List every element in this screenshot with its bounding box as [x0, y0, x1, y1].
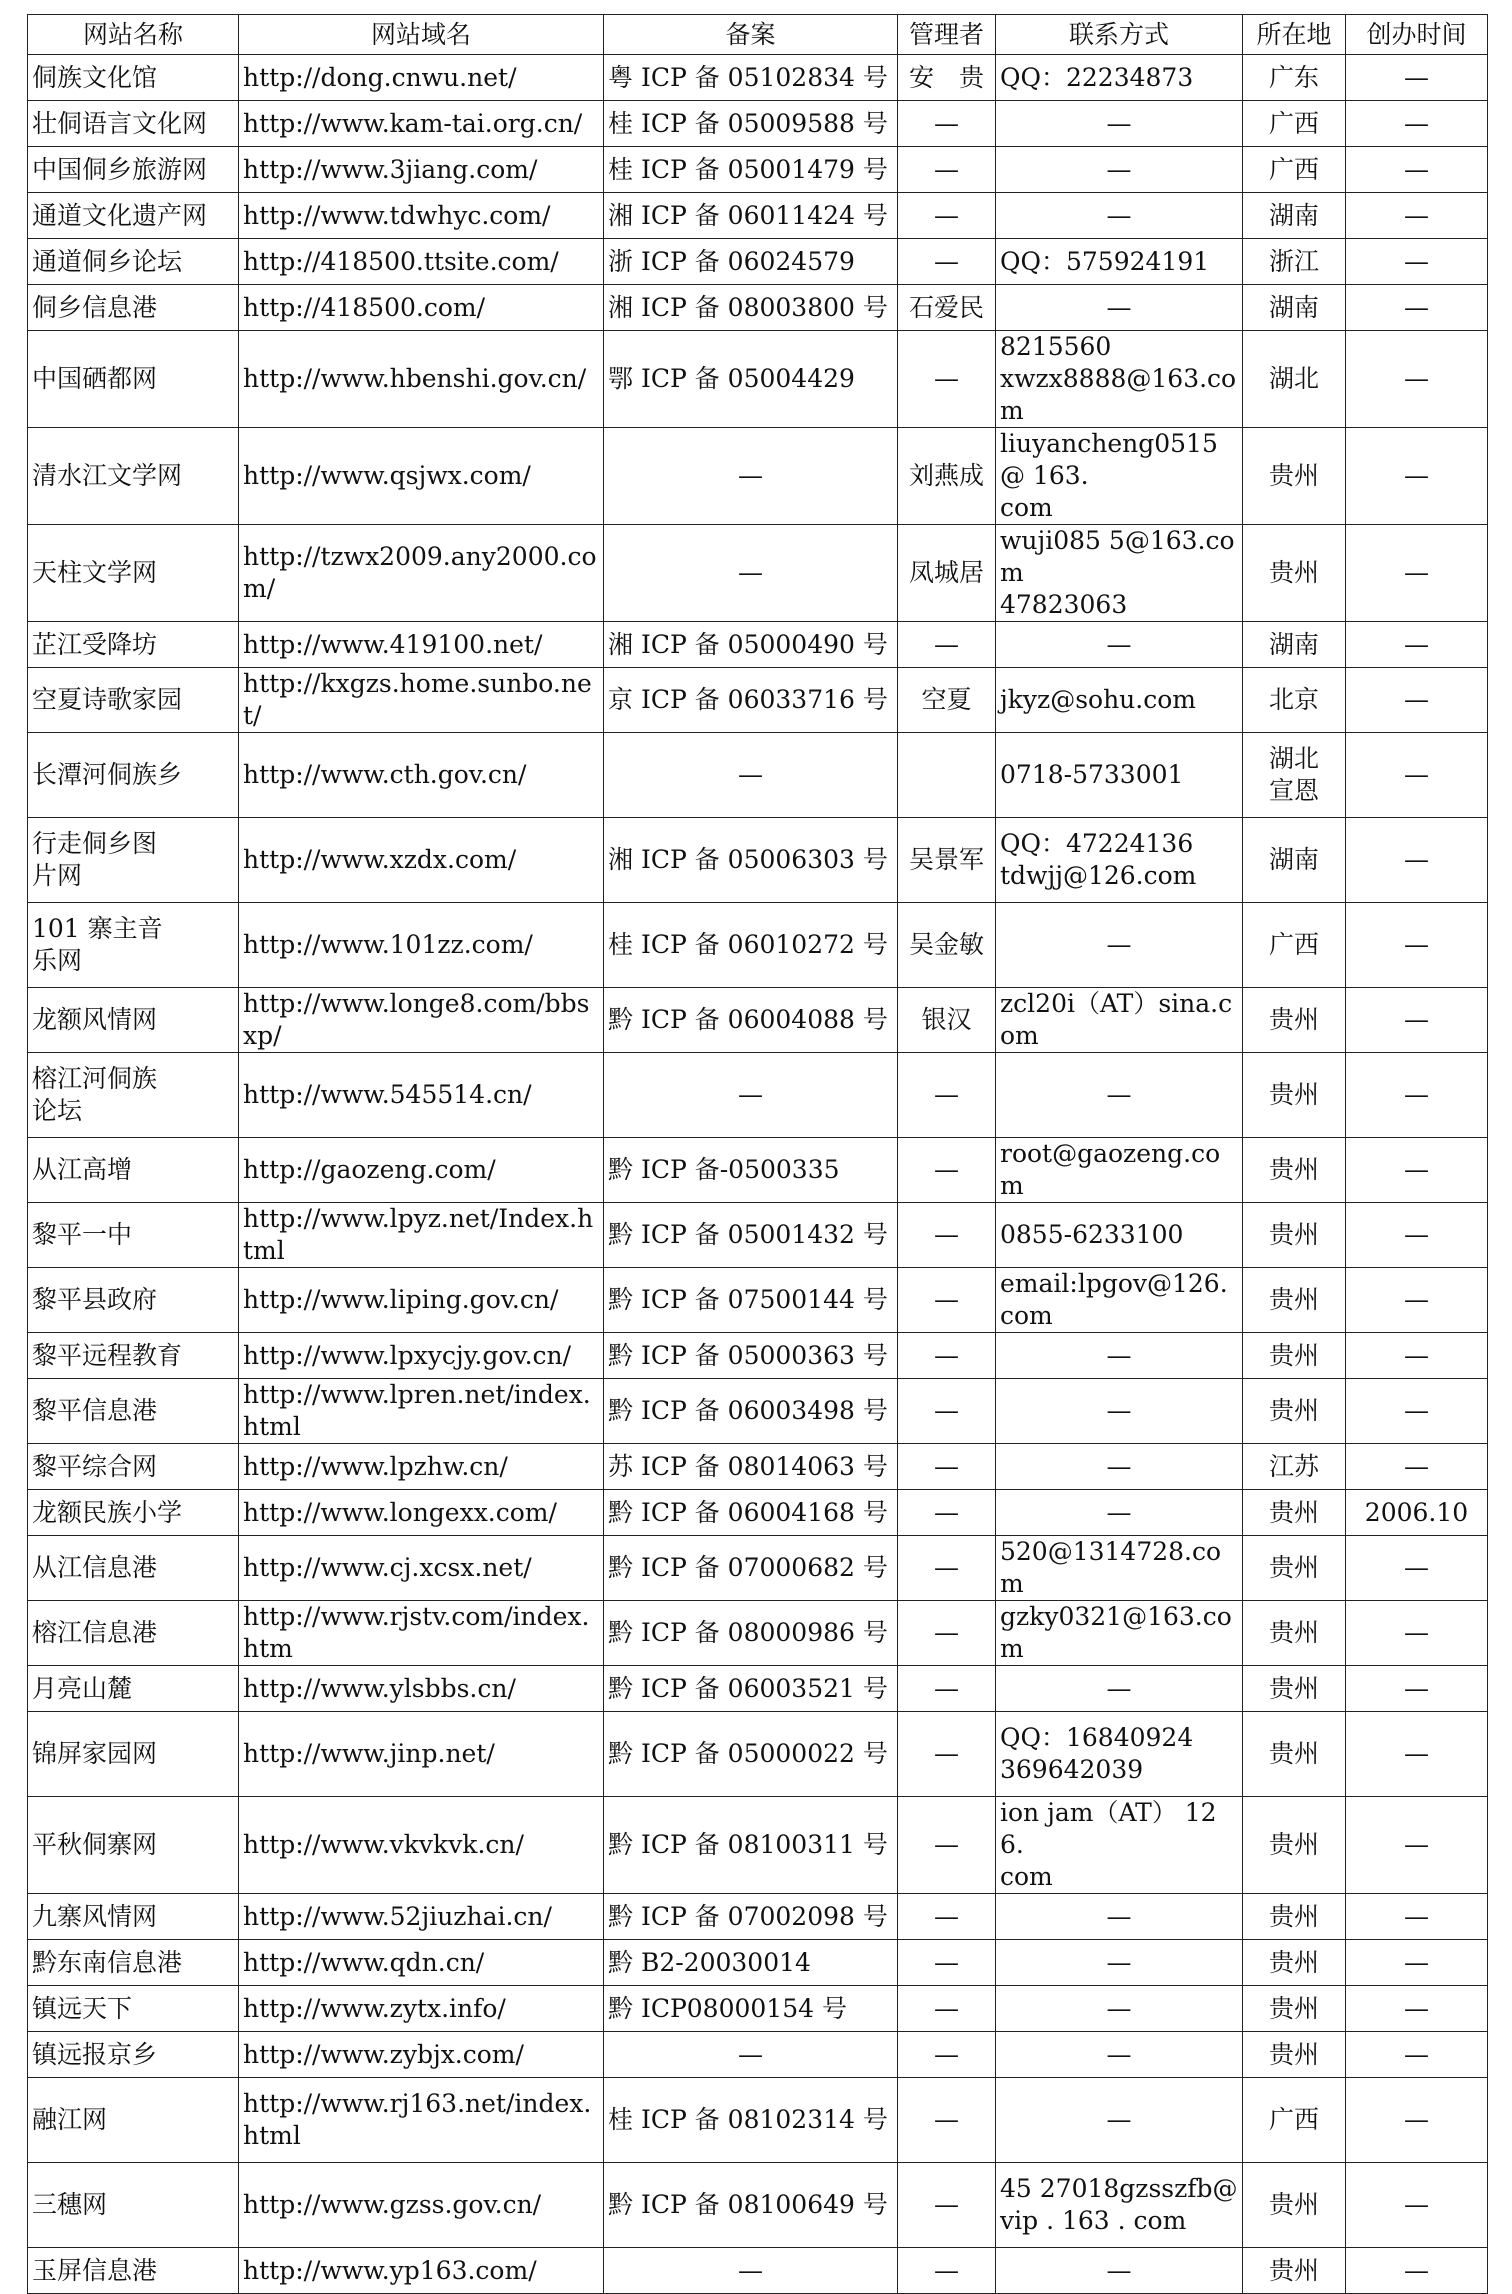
cell-founded: —	[1346, 1379, 1488, 1444]
cell-icp: 黔 ICP 备 06004088 号	[604, 988, 898, 1053]
cell-contact: —	[996, 101, 1243, 147]
cell-founded: —	[1346, 1333, 1488, 1379]
cell-founded: —	[1346, 903, 1488, 988]
cell-founded: —	[1346, 1268, 1488, 1333]
cell-icp: 黔 ICP08000154 号	[604, 1986, 898, 2032]
cell-contact: —	[996, 1333, 1243, 1379]
cell-contact: 8215560 xwzx8888@163.com	[996, 331, 1243, 428]
cell-site-name: 玉屏信息港	[28, 2248, 239, 2294]
cell-domain: http://www.kam-tai.org.cn/	[239, 101, 604, 147]
table-row	[28, 2078, 1488, 2163]
cell-icp: —	[604, 2248, 898, 2294]
cell-site-name: 九寨风情网	[28, 1894, 239, 1940]
cell-domain: http://www.hbenshi.gov.cn/	[239, 331, 604, 428]
table-row	[28, 1333, 1488, 1379]
cell-site-name: 侗乡信息港	[28, 285, 239, 331]
cell-domain: http://www.545514.cn/	[239, 1053, 604, 1138]
cell-founded: —	[1346, 733, 1488, 818]
table-row	[28, 1601, 1488, 1666]
cell-contact: 45 27018gzsszfb@ vip . 163 . com	[996, 2163, 1243, 2248]
cell-domain: http://www.rjstv.com/index.htm	[239, 1601, 604, 1666]
cell-admin: —	[898, 1490, 996, 1536]
cell-location: 贵州	[1243, 1268, 1346, 1333]
cell-founded: —	[1346, 1601, 1488, 1666]
cell-contact: ion jam（AT） 126. com	[996, 1797, 1243, 1894]
cell-site-name: 空夏诗歌家园	[28, 668, 239, 733]
cell-domain: http://kxgzs.home.sunbo.net/	[239, 668, 604, 733]
cell-location: 贵州	[1243, 1601, 1346, 1666]
header-founded: 创办时间	[1346, 15, 1488, 55]
cell-domain: http://www.419100.net/	[239, 622, 604, 668]
cell-founded: —	[1346, 2078, 1488, 2163]
cell-domain: http://www.longe8.com/bbsxp/	[239, 988, 604, 1053]
cell-location: 贵州	[1243, 2032, 1346, 2078]
cell-site-name: 芷江受降坊	[28, 622, 239, 668]
cell-admin: 石爱民	[898, 285, 996, 331]
cell-location: 广西	[1243, 147, 1346, 193]
cell-domain: http://418500.com/	[239, 285, 604, 331]
cell-location: 贵州	[1243, 2248, 1346, 2294]
cell-domain: http://www.101zz.com/	[239, 903, 604, 988]
cell-domain: http://www.3jiang.com/	[239, 147, 604, 193]
cell-site-name: 通道侗乡论坛	[28, 239, 239, 285]
table-row	[28, 331, 1488, 428]
cell-location: 贵州	[1243, 1797, 1346, 1894]
header-admin: 管理者	[898, 15, 996, 55]
cell-admin: 吴景军	[898, 818, 996, 903]
cell-location: 浙江	[1243, 239, 1346, 285]
cell-location: 贵州	[1243, 1666, 1346, 1712]
table-row	[28, 622, 1488, 668]
cell-site-name: 龙额民族小学	[28, 1490, 239, 1536]
header-site-name: 网站名称	[28, 15, 239, 55]
cell-domain: http://www.longexx.com/	[239, 1490, 604, 1536]
cell-domain: http://www.yp163.com/	[239, 2248, 604, 2294]
cell-site-name: 三穗网	[28, 2163, 239, 2248]
cell-domain: http://www.52jiuzhai.cn/	[239, 1894, 604, 1940]
cell-founded: —	[1346, 1138, 1488, 1203]
cell-location: 贵州	[1243, 525, 1346, 622]
cell-founded: —	[1346, 1053, 1488, 1138]
cell-admin: 安 贵	[898, 55, 996, 101]
table-row	[28, 2032, 1488, 2078]
cell-contact: —	[996, 147, 1243, 193]
header-location: 所在地	[1243, 15, 1346, 55]
cell-contact: email:lpgov@126.com	[996, 1268, 1243, 1333]
cell-icp: 黔 ICP 备 07500144 号	[604, 1268, 898, 1333]
cell-icp: 黔 ICP 备 08000986 号	[604, 1601, 898, 1666]
cell-admin: —	[898, 2032, 996, 2078]
cell-icp: 黔 B2-20030014	[604, 1940, 898, 1986]
cell-location: 北京	[1243, 668, 1346, 733]
cell-founded: —	[1346, 1444, 1488, 1490]
cell-site-name: 月亮山麓	[28, 1666, 239, 1712]
cell-location: 湖南	[1243, 622, 1346, 668]
cell-site-name: 榕江河侗族 论坛	[28, 1053, 239, 1138]
cell-domain: http://www.zybjx.com/	[239, 2032, 604, 2078]
cell-icp: 桂 ICP 备 05001479 号	[604, 147, 898, 193]
cell-founded: —	[1346, 1940, 1488, 1986]
cell-founded: —	[1346, 622, 1488, 668]
cell-icp: —	[604, 2032, 898, 2078]
cell-location: 广西	[1243, 2078, 1346, 2163]
cell-icp: 苏 ICP 备 08014063 号	[604, 1444, 898, 1490]
cell-site-name: 清水江文学网	[28, 428, 239, 525]
cell-contact: —	[996, 1444, 1243, 1490]
cell-admin: —	[898, 331, 996, 428]
cell-contact: —	[996, 1666, 1243, 1712]
cell-admin: —	[898, 239, 996, 285]
cell-icp: 桂 ICP 备 08102314 号	[604, 2078, 898, 2163]
cell-icp: 黔 ICP 备 05000363 号	[604, 1333, 898, 1379]
cell-admin: —	[898, 1444, 996, 1490]
table-row	[28, 903, 1488, 988]
cell-admin: —	[898, 1797, 996, 1894]
cell-contact: wuji085 5@163.com 47823063	[996, 525, 1243, 622]
cell-site-name: 侗族文化馆	[28, 55, 239, 101]
table-row	[28, 818, 1488, 903]
cell-location: 贵州	[1243, 1712, 1346, 1797]
cell-contact: —	[996, 622, 1243, 668]
table-row	[28, 2248, 1488, 2294]
header-contact: 联系方式	[996, 15, 1243, 55]
cell-domain: http://www.tdwhyc.com/	[239, 193, 604, 239]
cell-location: 湖南	[1243, 285, 1346, 331]
cell-admin: —	[898, 1536, 996, 1601]
cell-contact: QQ：47224136 tdwjj@126.com	[996, 818, 1243, 903]
table-row	[28, 1268, 1488, 1333]
cell-admin: —	[898, 101, 996, 147]
cell-contact: root@gaozeng.com	[996, 1138, 1243, 1203]
table-row	[28, 1986, 1488, 2032]
cell-site-name: 长潭河侗族乡	[28, 733, 239, 818]
cell-founded: 2006.10	[1346, 1490, 1488, 1536]
table-row	[28, 1379, 1488, 1444]
cell-location: 贵州	[1243, 1894, 1346, 1940]
cell-site-name: 黎平县政府	[28, 1268, 239, 1333]
cell-site-name: 融江网	[28, 2078, 239, 2163]
cell-admin: 吴金敏	[898, 903, 996, 988]
table-row	[28, 1666, 1488, 1712]
cell-location: 湖南	[1243, 193, 1346, 239]
cell-admin: —	[898, 1203, 996, 1268]
table-row	[28, 239, 1488, 285]
cell-founded: —	[1346, 239, 1488, 285]
table-row	[28, 1940, 1488, 1986]
cell-domain: http://www.lpxycjy.gov.cn/	[239, 1333, 604, 1379]
table-row	[28, 193, 1488, 239]
cell-contact: —	[996, 2248, 1243, 2294]
cell-icp: 湘 ICP 备 05006303 号	[604, 818, 898, 903]
cell-domain: http://www.jinp.net/	[239, 1712, 604, 1797]
cell-founded: —	[1346, 1894, 1488, 1940]
cell-icp: 黔 ICP 备 06003521 号	[604, 1666, 898, 1712]
table-row	[28, 1536, 1488, 1601]
cell-site-name: 黎平信息港	[28, 1379, 239, 1444]
table-row	[28, 55, 1488, 101]
cell-location: 湖南	[1243, 818, 1346, 903]
cell-founded: —	[1346, 2032, 1488, 2078]
cell-location: 广西	[1243, 903, 1346, 988]
cell-site-name: 黎平一中	[28, 1203, 239, 1268]
cell-location: 贵州	[1243, 1986, 1346, 2032]
cell-location: 江苏	[1243, 1444, 1346, 1490]
cell-contact: QQ：575924191	[996, 239, 1243, 285]
table-row	[28, 1712, 1488, 1797]
cell-admin: —	[898, 1712, 996, 1797]
cell-icp: 黔 ICP 备 05001432 号	[604, 1203, 898, 1268]
cell-admin: —	[898, 147, 996, 193]
cell-icp: —	[604, 1053, 898, 1138]
cell-site-name: 从江信息港	[28, 1536, 239, 1601]
cell-domain: http://www.gzss.gov.cn/	[239, 2163, 604, 2248]
cell-icp: 湘 ICP 备 05000490 号	[604, 622, 898, 668]
cell-location: 贵州	[1243, 1379, 1346, 1444]
cell-admin: —	[898, 2163, 996, 2248]
cell-location: 贵州	[1243, 428, 1346, 525]
cell-founded: —	[1346, 525, 1488, 622]
cell-founded: —	[1346, 1986, 1488, 2032]
cell-admin: —	[898, 1053, 996, 1138]
cell-founded: —	[1346, 285, 1488, 331]
cell-site-name: 黎平远程教育	[28, 1333, 239, 1379]
cell-contact: 520@1314728.com	[996, 1536, 1243, 1601]
cell-icp: 黔 ICP 备 05000022 号	[604, 1712, 898, 1797]
table-row	[28, 1053, 1488, 1138]
cell-domain: http://www.zytx.info/	[239, 1986, 604, 2032]
table-row	[28, 1138, 1488, 1203]
cell-admin: —	[898, 1894, 996, 1940]
cell-domain: http://www.qsjwx.com/	[239, 428, 604, 525]
cell-admin: —	[898, 1268, 996, 1333]
cell-icp: 黔 ICP 备 08100649 号	[604, 2163, 898, 2248]
cell-location: 贵州	[1243, 2163, 1346, 2248]
cell-site-name: 壮侗语言文化网	[28, 101, 239, 147]
cell-founded: —	[1346, 2248, 1488, 2294]
table-row	[28, 147, 1488, 193]
cell-domain: http://www.xzdx.com/	[239, 818, 604, 903]
cell-domain: http://www.lpren.net/index.html	[239, 1379, 604, 1444]
cell-admin: —	[898, 1601, 996, 1666]
cell-admin: —	[898, 2078, 996, 2163]
cell-site-name: 黎平综合网	[28, 1444, 239, 1490]
cell-founded: —	[1346, 428, 1488, 525]
cell-admin: —	[898, 1333, 996, 1379]
cell-location: 贵州	[1243, 1053, 1346, 1138]
cell-icp: 黔 ICP 备 07002098 号	[604, 1894, 898, 1940]
cell-icp: 黔 ICP 备 07000682 号	[604, 1536, 898, 1601]
cell-icp: 浙 ICP 备 06024579	[604, 239, 898, 285]
table-row	[28, 668, 1488, 733]
cell-icp: —	[604, 525, 898, 622]
header-icp: 备案	[604, 15, 898, 55]
cell-contact: —	[996, 285, 1243, 331]
cell-admin: 凤城居	[898, 525, 996, 622]
table-row	[28, 1490, 1488, 1536]
cell-site-name: 平秋侗寨网	[28, 1797, 239, 1894]
cell-contact: —	[996, 1986, 1243, 2032]
cell-domain: http://www.lpzhw.cn/	[239, 1444, 604, 1490]
table-row	[28, 285, 1488, 331]
cell-icp: 鄂 ICP 备 05004429	[604, 331, 898, 428]
cell-founded: —	[1346, 147, 1488, 193]
cell-icp: 粤 ICP 备 05102834 号	[604, 55, 898, 101]
cell-icp: 湘 ICP 备 06011424 号	[604, 193, 898, 239]
cell-admin: —	[898, 1379, 996, 1444]
cell-contact: —	[996, 1490, 1243, 1536]
cell-icp: 黔 ICP 备 06003498 号	[604, 1379, 898, 1444]
table-row	[28, 1797, 1488, 1894]
table-row	[28, 1894, 1488, 1940]
table-row	[28, 2163, 1488, 2248]
cell-domain: http://tzwx2009.any2000.com/	[239, 525, 604, 622]
cell-founded: —	[1346, 331, 1488, 428]
cell-founded: —	[1346, 1203, 1488, 1268]
header-row	[28, 15, 1488, 55]
cell-founded: —	[1346, 668, 1488, 733]
cell-icp: 桂 ICP 备 05009588 号	[604, 101, 898, 147]
cell-icp: 湘 ICP 备 08003800 号	[604, 285, 898, 331]
cell-site-name: 101 寨主音 乐网	[28, 903, 239, 988]
cell-contact: —	[996, 2078, 1243, 2163]
cell-domain: http://www.ylsbbs.cn/	[239, 1666, 604, 1712]
cell-site-name: 中国侗乡旅游网	[28, 147, 239, 193]
cell-contact: —	[996, 193, 1243, 239]
cell-icp: 黔 ICP 备-0500335	[604, 1138, 898, 1203]
table-row	[28, 428, 1488, 525]
cell-domain: http://www.cj.xcsx.net/	[239, 1536, 604, 1601]
cell-site-name: 龙额风情网	[28, 988, 239, 1053]
cell-location: 湖北	[1243, 331, 1346, 428]
cell-domain: http://418500.ttsite.com/	[239, 239, 604, 285]
cell-admin: —	[898, 622, 996, 668]
cell-contact: liuyancheng0515@ 163. com	[996, 428, 1243, 525]
table-row	[28, 101, 1488, 147]
cell-site-name: 黔东南信息港	[28, 1940, 239, 1986]
cell-admin: 刘燕成	[898, 428, 996, 525]
cell-admin: —	[898, 1940, 996, 1986]
cell-location: 贵州	[1243, 1203, 1346, 1268]
cell-location: 广东	[1243, 55, 1346, 101]
cell-contact: —	[996, 1053, 1243, 1138]
cell-founded: —	[1346, 1712, 1488, 1797]
cell-contact: —	[996, 1940, 1243, 1986]
cell-founded: —	[1346, 818, 1488, 903]
cell-contact: gzky0321@163.com	[996, 1601, 1243, 1666]
cell-domain: http://www.liping.gov.cn/	[239, 1268, 604, 1333]
cell-site-name: 行走侗乡图 片网	[28, 818, 239, 903]
cell-location: 贵州	[1243, 1490, 1346, 1536]
table-row	[28, 1444, 1488, 1490]
table-body	[28, 55, 1488, 2294]
cell-site-name: 镇远报京乡	[28, 2032, 239, 2078]
cell-contact: QQ：16840924 369642039	[996, 1712, 1243, 1797]
cell-contact: —	[996, 1894, 1243, 1940]
cell-contact: 0855-6233100	[996, 1203, 1243, 1268]
cell-location: 贵州	[1243, 988, 1346, 1053]
cell-contact: jkyz@sohu.com	[996, 668, 1243, 733]
cell-icp: —	[604, 428, 898, 525]
cell-domain: http://www.lpyz.net/Index.html	[239, 1203, 604, 1268]
cell-admin: —	[898, 1138, 996, 1203]
cell-location: 湖北 宣恩	[1243, 733, 1346, 818]
cell-domain: http://www.rj163.net/index. html	[239, 2078, 604, 2163]
cell-contact: —	[996, 2032, 1243, 2078]
cell-founded: —	[1346, 1536, 1488, 1601]
cell-icp: 黔 ICP 备 08100311 号	[604, 1797, 898, 1894]
cell-founded: —	[1346, 1797, 1488, 1894]
cell-location: 贵州	[1243, 1333, 1346, 1379]
cell-site-name: 锦屏家园网	[28, 1712, 239, 1797]
cell-site-name: 从江高增	[28, 1138, 239, 1203]
cell-founded: —	[1346, 988, 1488, 1053]
cell-location: 贵州	[1243, 1940, 1346, 1986]
cell-domain: http://www.cth.gov.cn/	[239, 733, 604, 818]
cell-admin: —	[898, 193, 996, 239]
cell-icp: —	[604, 733, 898, 818]
cell-icp: 黔 ICP 备 06004168 号	[604, 1490, 898, 1536]
table-row	[28, 1203, 1488, 1268]
cell-site-name: 天柱文学网	[28, 525, 239, 622]
cell-domain: http://gaozeng.com/	[239, 1138, 604, 1203]
cell-contact: —	[996, 1379, 1243, 1444]
cell-admin: —	[898, 2248, 996, 2294]
cell-domain: http://www.vkvkvk.cn/	[239, 1797, 604, 1894]
cell-site-name: 榕江信息港	[28, 1601, 239, 1666]
cell-contact: 0718-5733001	[996, 733, 1243, 818]
cell-contact: QQ：22234873	[996, 55, 1243, 101]
cell-admin: —	[898, 1666, 996, 1712]
cell-admin: 空夏	[898, 668, 996, 733]
table-row	[28, 525, 1488, 622]
cell-founded: —	[1346, 2163, 1488, 2248]
cell-domain: http://www.qdn.cn/	[239, 1940, 604, 1986]
cell-site-name: 镇远天下	[28, 1986, 239, 2032]
cell-site-name: 中国硒都网	[28, 331, 239, 428]
website-table	[27, 14, 1488, 2294]
cell-site-name: 通道文化遗产网	[28, 193, 239, 239]
cell-location: 广西	[1243, 101, 1346, 147]
cell-admin: —	[898, 1986, 996, 2032]
table-row	[28, 988, 1488, 1053]
cell-icp: 桂 ICP 备 06010272 号	[604, 903, 898, 988]
cell-founded: —	[1346, 193, 1488, 239]
cell-founded: —	[1346, 1666, 1488, 1712]
cell-founded: —	[1346, 55, 1488, 101]
cell-founded: —	[1346, 101, 1488, 147]
cell-contact: —	[996, 903, 1243, 988]
cell-location: 贵州	[1243, 1138, 1346, 1203]
cell-icp: 京 ICP 备 06033716 号	[604, 668, 898, 733]
table-row	[28, 733, 1488, 818]
cell-contact: zcl20i（AT）sina.com	[996, 988, 1243, 1053]
header-domain: 网站域名	[239, 15, 604, 55]
cell-admin	[898, 733, 996, 818]
cell-location: 贵州	[1243, 1536, 1346, 1601]
cell-domain: http://dong.cnwu.net/	[239, 55, 604, 101]
cell-admin: 银汉	[898, 988, 996, 1053]
